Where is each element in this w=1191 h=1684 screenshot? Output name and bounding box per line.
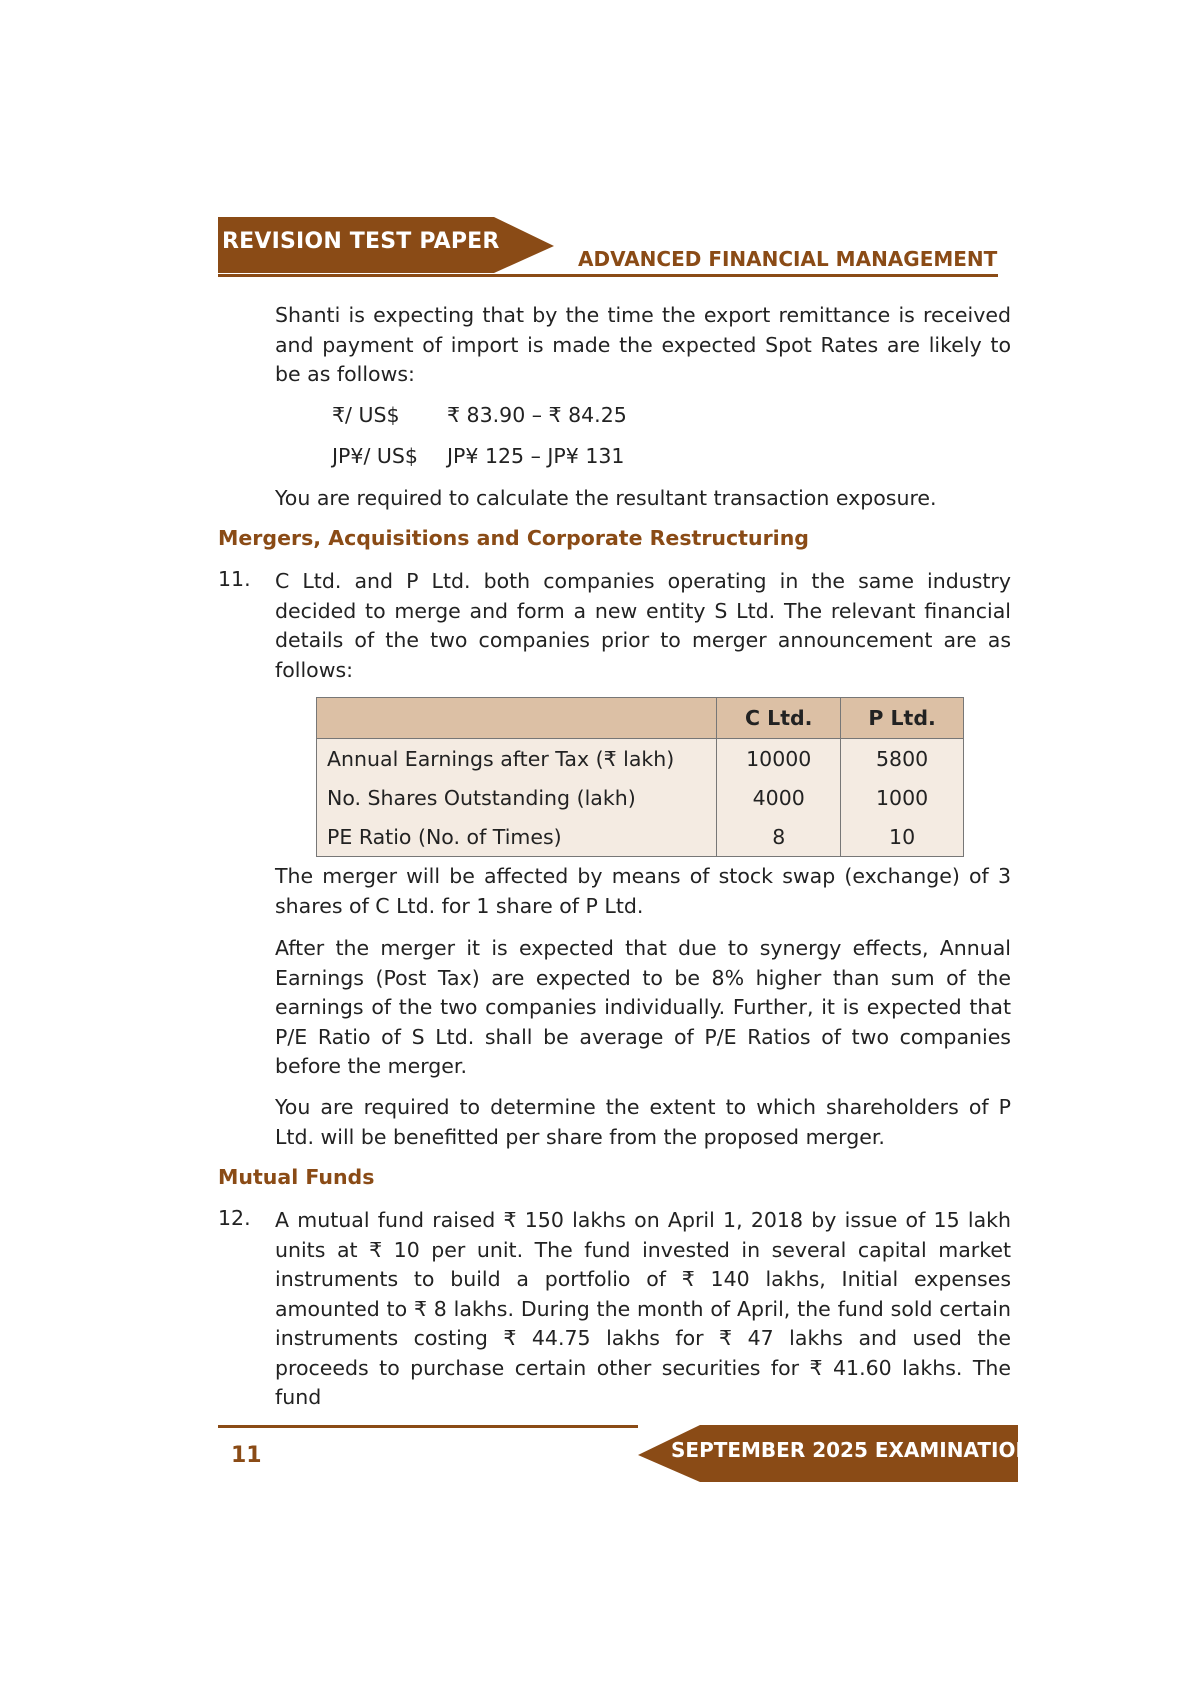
table-row — [317, 778, 964, 817]
footer-exam-label: SEPTEMBER 2025 EXAMINATION — [671, 1438, 1033, 1462]
question-12-text: A mutual fund raised ₹ 150 lakhs on April 1, 2018 by issue of 15 lakh units at ₹ 10 per unit. The fund invested in several capital market instruments to build a portfolio of ₹ 140 lakhs, Initial expenses amounted to ₹ 8 lakhs. During the month of April, the fund sold certain instruments costing ₹ 44.75 lakhs for ₹ 47 lakhs and used the proceeds to purchase certain other securities for ₹ 41.60 lakhs. The fund — [275, 1208, 1011, 1409]
paragraph-synergy: After the merger it is expected that due to synergy effects, Annual Earnings (Post Tax) are expected to be 8% higher than sum of the earnings of the two companies individually. Further, it is expected that P/E Ratio of S Ltd. shall be average of P/E Ratios of two companies before the merger. — [275, 936, 1011, 1078]
footer-rule — [218, 1425, 638, 1428]
rate-pair-jpy-usd: JP¥/ US$ — [332, 444, 418, 468]
table-cell-c-ltd: 8 — [717, 817, 841, 857]
rate-value-jpy-usd: JP¥ 125 – JP¥ 131 — [447, 444, 625, 468]
question-number-12: 12. — [218, 1206, 251, 1230]
table-row — [317, 817, 964, 857]
table-cell-label: PE Ratio (No. of Times) — [317, 817, 717, 857]
table-cell-c-ltd: 4000 — [717, 778, 841, 817]
intro-requirement: You are required to calculate the resultant transaction exposure. — [275, 486, 937, 510]
table-row — [317, 739, 964, 779]
paragraph-stock-swap: The merger will be affected by means of stock swap (exchange) of 3 shares of C Ltd. for 1 share of P Ltd. — [275, 864, 1011, 918]
header-subject: ADVANCED FINANCIAL MANAGEMENT — [578, 247, 998, 271]
table-cell-p-ltd: 10 — [841, 817, 964, 857]
page-number: 11 — [231, 1443, 262, 1468]
rate-value-inr-usd: ₹ 83.90 – ₹ 84.25 — [447, 403, 627, 427]
header-rule — [218, 274, 998, 277]
rate-pair-inr-usd: ₹/ US$ — [332, 403, 400, 427]
table-header-row — [317, 698, 964, 739]
table-cell-label: Annual Earnings after Tax (₹ lakh) — [317, 739, 717, 779]
section-heading-mutual-funds: Mutual Funds — [218, 1165, 375, 1189]
table-header-blank — [317, 698, 717, 739]
table-cell-label: No. Shares Outstanding (lakh) — [317, 778, 717, 817]
paragraph-merger-requirement: You are required to determine the extent to which shareholders of P Ltd. will be benefitted per share from the proposed merger. — [275, 1095, 1011, 1149]
table-cell-p-ltd: 1000 — [841, 778, 964, 817]
intro-paragraph: Shanti is expecting that by the time the export remittance is received and payment of import is made the expected Spot Rates are likely to be as follows: — [275, 303, 1011, 386]
table-header-c-ltd: C Ltd. — [717, 698, 841, 739]
table-cell-p-ltd: 5800 — [841, 739, 964, 779]
header-title: REVISION TEST PAPER — [222, 229, 500, 254]
question-number-11: 11. — [218, 567, 251, 591]
section-heading-mergers: Mergers, Acquisitions and Corporate Restructuring — [218, 526, 809, 550]
table-header-p-ltd: P Ltd. — [841, 698, 964, 739]
table-cell-c-ltd: 10000 — [717, 739, 841, 779]
question-11-text: C Ltd. and P Ltd. both companies operating in the same industry decided to merge and form a new entity S Ltd. The relevant financial details of the two companies prior to merger announcement are as follows: — [275, 569, 1011, 682]
financial-details-table — [316, 697, 964, 857]
